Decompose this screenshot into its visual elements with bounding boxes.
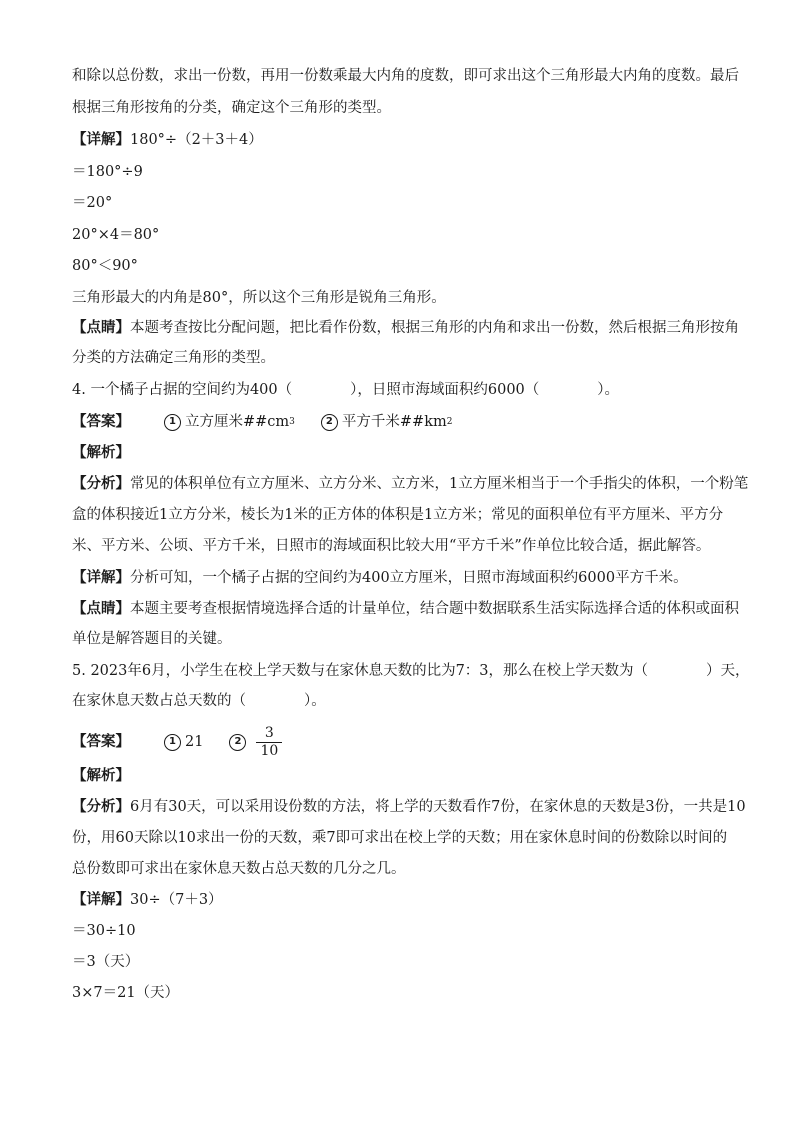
- analysis-tag: 【分析】: [72, 798, 130, 815]
- text-line: 和除以总份数，求出一份数，再用一份数乘最大内角的度数，即可求出这个三角形最大内角的度数。最后: [72, 68, 739, 84]
- answer-item: 1 立方厘米##cm 3: [164, 412, 295, 432]
- analysis-line: 【分析】6月有30天，可以采用设份数的方法，将上学的天数看作7份，在家休息的天数是3份，一共是10: [72, 798, 746, 815]
- answer-item: [229, 725, 282, 760]
- analysis-heading: 【解析】: [72, 767, 130, 784]
- comment-tag: 【点睛】: [72, 319, 130, 336]
- text-line: 份，用60天除以10求出一份的天数，乘7即可求出在校上学的天数；用在家休息时间的份数除以时间的: [72, 830, 728, 846]
- comment-line: 【点睛】本题考查按比分配问题，把比看作份数，根据三角形的内角和求出一份数，然后根据三角形按角: [72, 319, 739, 336]
- detail-tag: 【详解】: [72, 569, 130, 586]
- equation-line: ＝20°: [72, 195, 113, 211]
- text-line: 盒的体积接近1立方分米，棱长为1米的正方体的体积是1立方米；常见的面积单位有平方厘米、平方分: [72, 507, 724, 523]
- circled-number-icon: 1: [164, 414, 181, 431]
- detail-line: 【详解】分析可知，一个橘子占据的空间约为400立方厘米，日照市海域面积约6000平方千米。: [72, 569, 688, 586]
- text-line: 单位是解答题目的关键。: [72, 631, 232, 647]
- text-line: 分类的方法确定三角形的类型。: [72, 350, 275, 366]
- equation-line: 80°＜90°: [72, 258, 138, 274]
- answer-row-4: [72, 412, 734, 432]
- text-line: 总份数即可求出在家休息天数占总天数的几分之几。: [72, 861, 406, 877]
- text-line: 在家休息天数占总天数的（ ）。: [72, 693, 326, 709]
- text-line: 米、平方米、公顷、平方千米，日照市的海域面积比较大用“平方千米”作单位比较合适，据此解答。: [72, 538, 711, 554]
- answer-item: 2 平方千米##km 2: [321, 412, 453, 432]
- text-line: 三角形最大的内角是80°，所以这个三角形是锐角三角形。: [72, 290, 446, 306]
- equation-line: ＝30÷10: [72, 923, 136, 939]
- comment-tag: 【点睛】: [72, 600, 130, 617]
- text-line: 根据三角形按角的分类，确定这个三角形的类型。: [72, 100, 391, 116]
- analysis-heading: 【解析】: [72, 444, 130, 461]
- detail-tag: 【详解】: [72, 131, 130, 148]
- equation-line: ＝180°÷9: [72, 164, 143, 180]
- analysis-line: 【分析】常见的体积单位有立方厘米、立方分米、立方米，1立方厘米相当于一个手指尖的体积，一个粉笔: [72, 475, 749, 492]
- question-5: 5. 2023年6月，小学生在校上学天数与在家休息天数的比为7：3，那么在校上学天数为（ ）天，: [72, 663, 750, 679]
- detail-tag: 【详解】: [72, 891, 130, 908]
- answer-row-5: [72, 722, 734, 762]
- answer-label: 【答案】: [72, 413, 130, 430]
- comment-line: 【点睛】本题主要考查根据情境选择合适的计量单位，结合题中数据联系生活实际选择合适的体积或面积: [72, 600, 739, 617]
- circled-number-icon: 2: [321, 414, 338, 431]
- answer-label: 【答案】: [72, 733, 130, 750]
- circled-number-icon: 1: [164, 734, 181, 751]
- question-4: 4. 一个橘子占据的空间约为400（ ），日照市海域面积约6000（ ）。: [72, 382, 620, 398]
- equation-line: 20°×4＝80°: [72, 227, 160, 243]
- detail-line: 【详解】180°÷（2＋3＋4）: [72, 131, 263, 148]
- answer-item: 1 21: [164, 732, 203, 752]
- fraction: $\frac{3}{10}$: [256, 725, 282, 760]
- circled-number-icon: 2: [229, 734, 246, 751]
- analysis-tag: 【分析】: [72, 475, 130, 492]
- equation-line: 3×7＝21（天）: [72, 985, 180, 1001]
- equation-line: ＝3（天）: [72, 954, 140, 970]
- detail-line: 【详解】30÷（7＋3）: [72, 891, 223, 908]
